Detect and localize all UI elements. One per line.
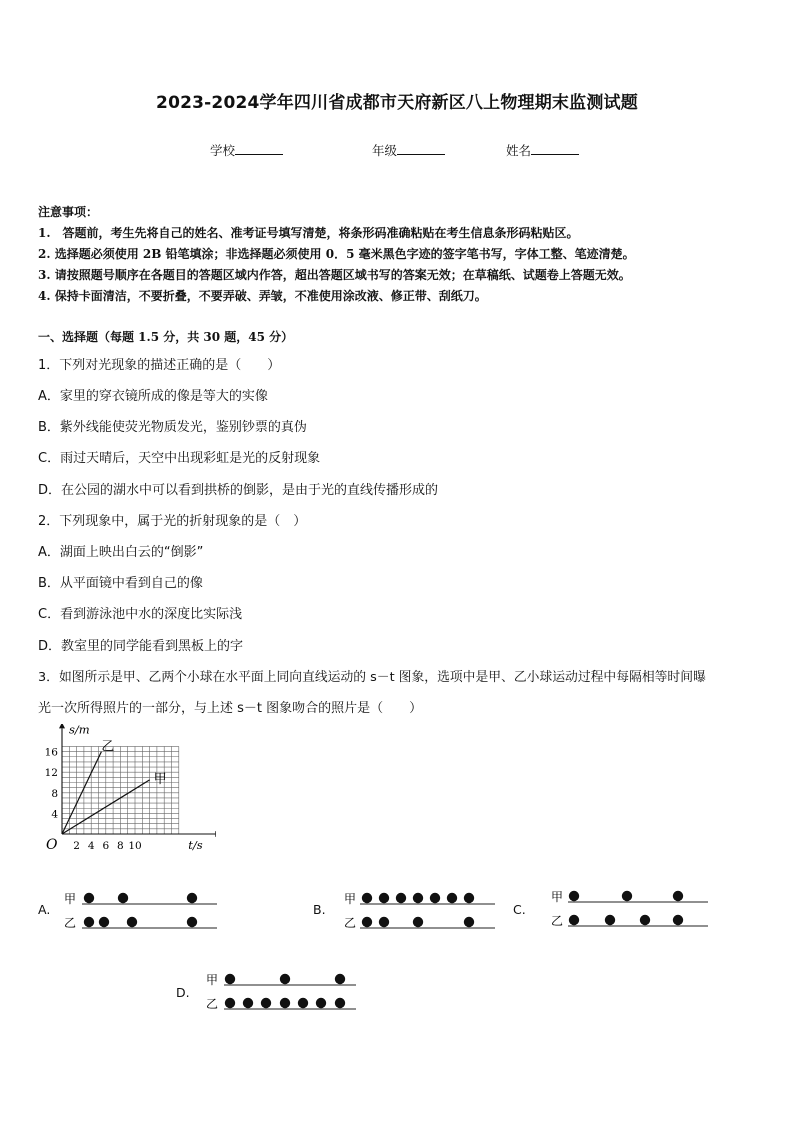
ball-jia [464,893,474,903]
ball-jia [225,974,235,984]
ball-row-label-jia: 甲 [64,892,77,906]
ball-jia [362,893,372,903]
ball-yi [316,998,326,1008]
name-blank[interactable] [531,142,579,155]
ball-yi [243,998,253,1008]
school-field[interactable] [210,141,283,159]
notice-item-3: 3. 请按照题号顺序在各题目的答题区域内作答，超出答题区域书写的答案无效；在草稿纸、试题卷上答题无效。 [38,268,631,282]
st-graph [36,724,216,864]
x-tick-label: 2 [73,840,80,852]
grade-blank[interactable] [397,142,445,155]
notice-heading: 注意事项： [38,205,99,219]
ball-row-label-jia: 甲 [344,892,357,906]
ball-row-label-jia: 甲 [206,973,219,987]
y-tick-label: 12 [44,767,58,780]
ball-yi [84,917,94,927]
q1-option-a[interactable]: A．家里的穿衣镜所成的像是等大的实像 [38,389,268,404]
series-label: 甲 [153,771,167,787]
ball-jia [430,893,440,903]
ball-yi [673,915,683,925]
notice-item-2: 2. 选择题必须使用 2B 铅笔填涂；非选择题必须使用 0．5 毫米黑色字迹的签字笔书写，字体工整、笔迹清楚。 [38,247,635,261]
y-tick-label: 8 [51,787,58,800]
ball-jia [396,893,406,903]
ball-yi [298,998,308,1008]
ball-yi [569,915,579,925]
ball-row-label-yi: 乙 [551,914,564,928]
ball-jia [569,891,579,901]
q3-option-b-photo[interactable] [340,882,500,932]
y-tick-label: 16 [44,746,58,759]
ball-yi [464,917,474,927]
ball-yi [413,917,423,927]
q1-option-d[interactable]: D．在公园的湖水中可以看到拱桥的倒影，是由于光的直线传播形成的 [38,483,439,498]
ball-jia [379,893,389,903]
ball-jia [673,891,683,901]
ball-yi [187,917,197,927]
x-tick-label: 4 [87,840,95,852]
section-heading: 一、选择题（每题 1.5 分，共 30 题，45 分） [38,330,294,344]
graph-grid [62,746,179,834]
ball-yi [280,998,290,1008]
ball-jia [447,893,457,903]
q1-stem: 1．下列对光现象的描述正确的是（ ） [38,358,281,373]
q1-option-b[interactable]: B．紫外线能使荧光物质发光，鉴别钞票的真伪 [38,420,307,435]
x-axis-label: t/s [188,838,203,852]
ball-row-label-yi: 乙 [64,916,77,930]
ball-jia [187,893,197,903]
q2-option-a[interactable]: A．湖面上映出白云的“倒影” [38,545,204,560]
q3-option-d-letter[interactable]: D. [176,985,190,1000]
ball-yi [362,917,372,927]
ball-yi [640,915,650,925]
ball-row-label-jia: 甲 [551,890,564,904]
ball-yi [379,917,389,927]
ball-yi [261,998,271,1008]
ball-jia [335,974,345,984]
x-tick-label: 6 [102,840,110,852]
ball-yi [127,917,137,927]
y-axis-label: s/m [69,724,90,737]
ball-yi [99,917,109,927]
series-label: 乙 [101,739,115,755]
ball-row-label-yi: 乙 [344,916,357,930]
name-field[interactable] [506,141,579,159]
x-tick-label: 8 [117,840,124,852]
q3-option-d-photo[interactable] [204,963,364,1013]
q2-option-d[interactable]: D．教室里的同学能看到黑板上的字 [38,639,244,654]
x-axis-arrow [215,831,216,837]
school-label: 学校 [210,143,236,158]
q3-option-c-letter[interactable]: C. [513,902,526,917]
x-tick-label: 10 [128,840,142,852]
q3-option-a-letter[interactable]: A. [38,902,51,917]
q3-option-a-photo[interactable] [62,882,222,932]
school-blank[interactable] [235,142,283,155]
ball-yi [335,998,345,1008]
q3-option-c-photo[interactable] [548,880,713,930]
ball-jia [84,893,94,903]
y-tick-label: 4 [51,808,58,821]
name-label: 姓名 [506,143,532,158]
notice-item-4: 4. 保持卡面清洁，不要折叠，不要弄破、弄皱，不准使用涂改液、修正带、刮纸刀。 [38,289,487,303]
q3-stem-line2: 光一次所得照片的一部分，与上述 s－t 图象吻合的照片是（ ） [38,701,423,716]
q2-option-c[interactable]: C．看到游泳池中水的深度比实际浅 [38,607,243,622]
q2-option-b[interactable]: B．从平面镜中看到自己的像 [38,576,203,591]
ball-jia [622,891,632,901]
grade-label: 年级 [372,143,398,158]
q1-option-c[interactable]: C．雨过天晴后，天空中出现彩虹是光的反射现象 [38,451,321,466]
ball-yi [225,998,235,1008]
q2-stem: 2．下列现象中，属于光的折射现象的是（ ） [38,514,307,529]
ball-yi [605,915,615,925]
graph-axes [59,724,216,837]
y-axis-arrow [59,724,65,728]
ball-jia [280,974,290,984]
grade-field[interactable] [372,141,445,159]
q3-stem-line1: 3．如图所示是甲、乙两个小球在水平面上同向直线运动的 s－t 图象，选项中是甲、乙小球运动过程中每隔相等时间曝 [38,670,706,685]
q3-option-b-letter[interactable]: B. [313,902,326,917]
ball-jia [413,893,423,903]
ball-row-label-yi: 乙 [206,997,219,1011]
notice-item-1: 1. 答题前，考生先将自己的姓名、准考证号填写清楚，将条形码准确粘贴在考生信息条形码粘贴区。 [38,226,579,240]
ball-jia [118,893,128,903]
page-title: 2023-2024学年四川省成都市天府新区八上物理期末监测试题 [156,93,638,113]
origin-label: O [46,837,58,853]
